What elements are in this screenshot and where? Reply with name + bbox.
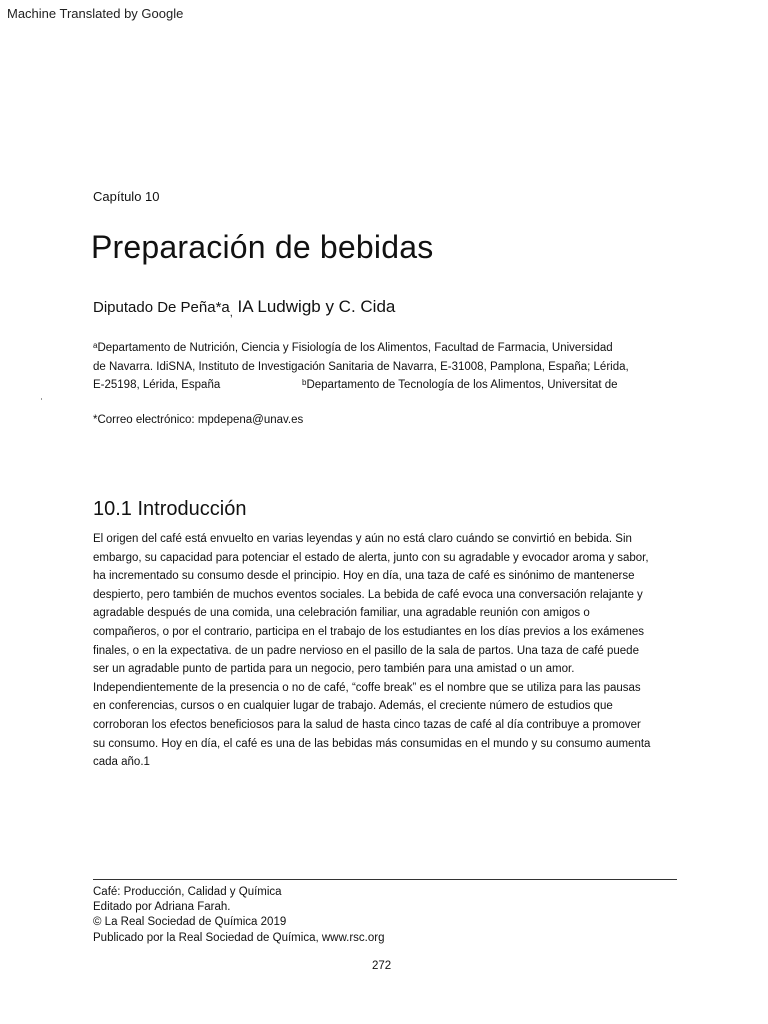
affiliation-line-1 xyxy=(93,339,613,357)
affiliation-line-3a: E-25198, Lérida, España xyxy=(93,379,221,391)
translation-banner: Machine Translated by Google xyxy=(7,6,184,21)
paragraph-line: despierto, pero también de muchos eventos sociales. La bebida de café evoca una conversación relajante y xyxy=(93,588,643,601)
section-heading: 10.1 Introducción xyxy=(93,498,247,520)
authors-subscript: , xyxy=(229,307,233,319)
chapter-label: Capítulo 10 xyxy=(93,189,160,204)
footer-publisher: Publicado por la Real Sociedad de Química, www.rsc.org xyxy=(93,931,385,944)
affiliation-text-1: Departamento de Nutrición, Ciencia y Fisiología de los Alimentos, Facultad de Farmacia, Universidad xyxy=(97,342,613,354)
authors xyxy=(93,297,395,317)
email-line: *Correo electrónico: mpdepena@unav.es xyxy=(93,414,304,426)
affiliation-text-3b: Departamento de Tecnología de los Alimentos, Universitat de xyxy=(306,379,618,391)
paragraph-line: Independientemente de la presencia o no de café, “coffe break” es el nombre que se utiliza para las pausas xyxy=(93,681,641,694)
page-number: 272 xyxy=(372,960,392,972)
paragraph-line: compañeros, o por el contrario, participa en el trabajo de los estudiantes en los días previos a los exámenes xyxy=(93,625,645,638)
paragraph-line: en conferencias, cursos o en cualquier lugar de trabajo. Además, el creciente número de estudios que xyxy=(93,700,613,713)
paragraph-line: agradable después de una comida, una celebración familiar, una agradable reunión con amigos o xyxy=(93,607,590,620)
paragraph-line: su consumo. Hoy en día, el café es una de las bebidas más consumidas en el mundo y su consumo aumenta xyxy=(93,737,651,750)
paragraph-line: cada año.1 xyxy=(93,756,150,769)
footer-book-title: Café: Producción, Calidad y Química xyxy=(93,886,282,898)
affiliation-marker-a: a xyxy=(93,341,98,350)
paragraph-line: finales, o en la expectativa. de un padre nervioso en el pasillo de la sala de partos. Una taza de café puede xyxy=(93,644,639,657)
footer-notes xyxy=(93,885,384,946)
paragraph-line: ser un agradable punto de partida para un negocio, pero también para una amistad o un amor. xyxy=(93,663,575,676)
chapter-title: Preparación de bebidas xyxy=(91,229,434,265)
introduction-paragraph xyxy=(93,530,685,772)
affiliation-line-2: de Navarra. IdiSNA, Instituto de Investigación Sanitaria de Navarra, E-31008, Pamplona, España; Lérida, xyxy=(93,361,629,373)
footer-editor: Editado por Adriana Farah. xyxy=(93,901,231,914)
footer-copyright: © La Real Sociedad de Química 2019 xyxy=(93,916,287,929)
affiliation-marker-b: b xyxy=(302,378,307,387)
authors-part-2: IA Ludwigb y C. Cida xyxy=(232,297,396,316)
authors-part-1: Diputado De Peña*a xyxy=(93,299,230,316)
affiliation-line-3b xyxy=(302,376,618,394)
footer-divider xyxy=(93,879,677,880)
paragraph-line: corroboran los efectos beneficiosos para la salud de hasta cinco tazas de café al día contribuye a promover xyxy=(93,718,641,731)
paragraph-line: embargo, su capacidad para potenciar el estado de alerta, junto con su agradable y evocador aroma y sabor, xyxy=(93,551,649,564)
paragraph-line: ha incrementado su consumo desde el principio. Hoy en día, una taza de café es sinónimo de mantenerse xyxy=(93,570,635,583)
scan-speck xyxy=(41,398,42,400)
paragraph-line: El origen del café está envuelto en varias leyendas y aún no está claro cuándo se convirtió en bebida. Sin xyxy=(93,533,632,545)
